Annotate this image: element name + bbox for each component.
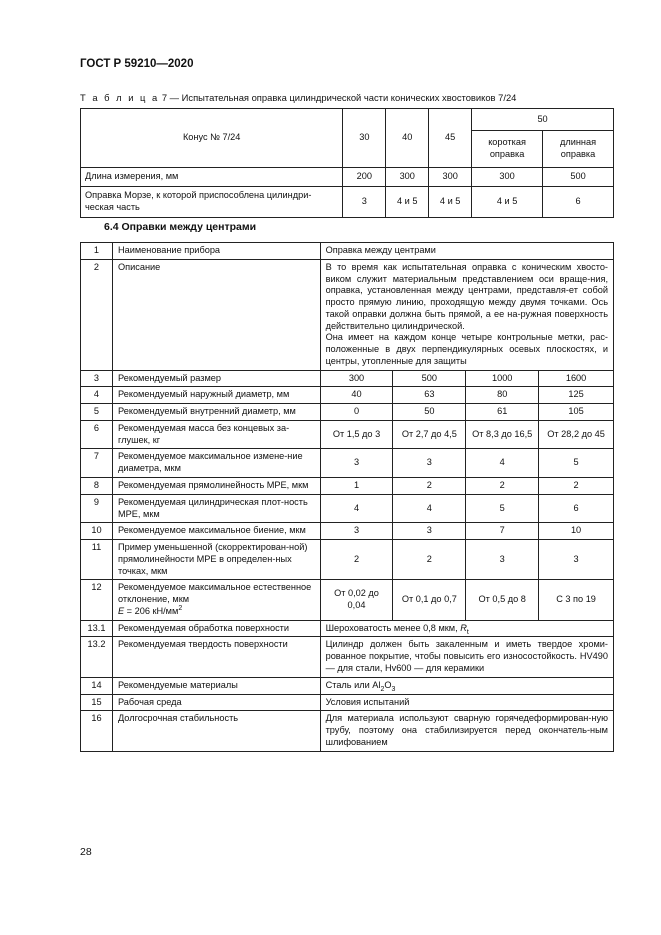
- subscript: 3: [391, 685, 396, 693]
- cell: 63: [393, 387, 466, 404]
- cell: 1600: [539, 370, 614, 387]
- cell: 4: [466, 449, 539, 478]
- row-number: 4: [81, 387, 113, 404]
- row-label: Длина измерения, мм: [81, 168, 343, 187]
- row-label: Рекомендуемая обработка поверхности: [112, 620, 320, 637]
- cell: 80: [466, 387, 539, 404]
- table-row: [81, 370, 614, 387]
- table-row: [81, 243, 614, 260]
- table-caption-label: Т а б л и ц а: [80, 92, 160, 103]
- row-number: 13.2: [81, 637, 113, 677]
- roughness-subscript: t: [466, 628, 469, 636]
- cell: 2: [466, 478, 539, 495]
- value-text: Шероховатость менее 0,8 мкм,: [325, 622, 461, 633]
- row-value: [320, 677, 613, 694]
- table-row: [81, 259, 614, 370]
- cell: 3: [466, 540, 539, 580]
- cell: 5: [466, 494, 539, 523]
- table-row: [81, 420, 614, 449]
- table-row: [81, 449, 614, 478]
- table-row: [81, 711, 614, 751]
- row-label: Пример уменьшенной (скорректирован-ной) прямолинейности MPE в определен-ных точках, мкм: [112, 540, 320, 580]
- table-row: [81, 523, 614, 540]
- row-number: 7: [81, 449, 113, 478]
- row-label: Долгосрочная стабильность: [112, 711, 320, 751]
- row-number: 16: [81, 711, 113, 751]
- cell: 6: [539, 494, 614, 523]
- row-number: 11: [81, 540, 113, 580]
- cell: 300: [472, 168, 543, 187]
- header-short-mandrel: короткая оправка: [472, 131, 543, 168]
- table-row: [81, 478, 614, 495]
- cell: 2: [393, 540, 466, 580]
- header-size: 45: [429, 109, 472, 168]
- cell: 2: [539, 478, 614, 495]
- cell: 3: [393, 523, 466, 540]
- cell: 200: [343, 168, 386, 187]
- row-label: Рекомендуемый наружный диаметр, мм: [112, 387, 320, 404]
- row-number: 5: [81, 404, 113, 421]
- row-label-text: Рекомендуемое максимальное естественное отклонение, мкм: [117, 582, 312, 605]
- cell: 4: [320, 494, 393, 523]
- row-label: Рекомендуемая твердость поверхности: [112, 637, 320, 677]
- cell: От 28,2 до 45: [539, 420, 614, 449]
- cell: От 8,3 до 16,5: [466, 420, 539, 449]
- table-row: [81, 387, 614, 404]
- table-caption-text: 7 — Испытательная оправка цилиндрической части конических хвостовиков 7/24: [161, 92, 517, 103]
- row-number: 3: [81, 370, 113, 387]
- row-label: Наименование прибора: [112, 243, 320, 260]
- formula-exponent: 2: [178, 604, 183, 612]
- cell: 40: [320, 387, 393, 404]
- cell: 2: [393, 478, 466, 495]
- row-number: 2: [81, 259, 113, 370]
- table-row: [81, 637, 614, 677]
- roughness-symbol: R: [460, 622, 467, 633]
- formula-variable: E: [117, 605, 125, 616]
- cell: 105: [539, 404, 614, 421]
- cell: 300: [320, 370, 393, 387]
- row-number: 15: [81, 694, 113, 711]
- row-value: [320, 620, 613, 637]
- cell: 125: [539, 387, 614, 404]
- header-size: 40: [386, 109, 429, 168]
- document-header: ГОСТ Р 59210—2020: [80, 58, 194, 70]
- cell: От 0,02 до 0,04: [320, 580, 393, 620]
- table-row: [81, 168, 614, 187]
- cell: 5: [539, 449, 614, 478]
- formula-text: = 206 кН/мм: [124, 605, 179, 616]
- cell: 3: [320, 449, 393, 478]
- row-label: Рекомендуемый размер: [112, 370, 320, 387]
- table-row: [81, 404, 614, 421]
- row-label: Рекомендуемая цилиндрическая плот-ность MPE, мкм: [112, 494, 320, 523]
- cell: 4 и 5: [429, 187, 472, 218]
- row-number: 1: [81, 243, 113, 260]
- cell: 500: [393, 370, 466, 387]
- cell: С 3 по 19: [539, 580, 614, 620]
- row-value: Оправка между центрами: [320, 243, 613, 260]
- cell: 4 и 5: [386, 187, 429, 218]
- row-label: Описание: [112, 259, 320, 370]
- row-label: Рабочая среда: [112, 694, 320, 711]
- row-number: 6: [81, 420, 113, 449]
- cell: 300: [386, 168, 429, 187]
- row-value: Цилиндр должен быть закаленным и иметь твердое хроми-рованное покрытие, чтобы повысить его износостойкость. HV490 — для стали, Hv600 — для керамики: [320, 637, 613, 677]
- description-paragraph: Она имеет на каждом конце четыре контрольные метки, рас-положенные в двух перпендикулярных осевых плоскостях, и центры, утопленные для защиты: [325, 332, 608, 366]
- row-label: Рекомендуемое максимальное измене-ние диаметра, мкм: [112, 449, 320, 478]
- cell: 300: [429, 168, 472, 187]
- row-label: Рекомендуемый внутренний диаметр, мм: [112, 404, 320, 421]
- header-size: 30: [343, 109, 386, 168]
- table-row: [81, 187, 614, 218]
- cell: 6: [543, 187, 614, 218]
- header-size-50: 50: [472, 109, 614, 131]
- cell: От 0,1 до 0,7: [393, 580, 466, 620]
- subscript: 2: [380, 685, 385, 693]
- cell: 2: [320, 540, 393, 580]
- cell: 7: [466, 523, 539, 540]
- description-paragraph: В то время как испытательная оправка с коническим хвосто-виком служит материальным представлением оси враще-ния, оправка, установленная между центрами, представля-ет собой просто прямую линию, проходящую между двумя точками. Ось такой оправки должна быть прямой, а ее на-ружная поверхность действительно цилиндрической.: [325, 261, 608, 331]
- table-row: [81, 580, 614, 620]
- cell: 10: [539, 523, 614, 540]
- row-label: Рекомендуемая масса без концевых за-глушек, кг: [112, 420, 320, 449]
- cell: 4 и 5: [472, 187, 543, 218]
- row-number: 10: [81, 523, 113, 540]
- cell: 0: [320, 404, 393, 421]
- table-row: [81, 620, 614, 637]
- row-number: 14: [81, 677, 113, 694]
- row-label: [112, 580, 320, 620]
- table-row: [81, 694, 614, 711]
- cell: 4: [393, 494, 466, 523]
- mandrel-spec-table: [80, 242, 614, 752]
- row-value: Для материала используют сварную горячедеформирован-ную трубу, поэтому она стабилизируется перед окончатель-ным шлифованием: [320, 711, 613, 751]
- cell: 3: [320, 523, 393, 540]
- row-label: Рекомендуемая прямолинейность MPE, мкм: [112, 478, 320, 495]
- row-number: 8: [81, 478, 113, 495]
- value-text: O: [384, 679, 392, 690]
- row-label: Рекомендуемое максимальное биение, мкм: [112, 523, 320, 540]
- cell: 3: [539, 540, 614, 580]
- header-cone: Конус № 7/24: [81, 109, 343, 168]
- table-row: [81, 677, 614, 694]
- cell: 1000: [466, 370, 539, 387]
- cell: 50: [393, 404, 466, 421]
- row-number: 9: [81, 494, 113, 523]
- cell: 61: [466, 404, 539, 421]
- row-label: Оправка Морзе, к которой приспособлена цилиндри-ческая часть: [81, 187, 343, 218]
- page-number: 28: [80, 846, 92, 858]
- row-number: 12: [81, 580, 113, 620]
- cell: От 2,7 до 4,5: [393, 420, 466, 449]
- value-text: Сталь или Al: [325, 679, 381, 690]
- cell: 3: [343, 187, 386, 218]
- cell: 500: [543, 168, 614, 187]
- cell: От 0,5 до 8: [466, 580, 539, 620]
- cell: От 1,5 до 3: [320, 420, 393, 449]
- cell: 1: [320, 478, 393, 495]
- description-cell: [320, 259, 613, 370]
- row-number: 13.1: [81, 620, 113, 637]
- table-row: [81, 540, 614, 580]
- table-caption: [80, 92, 516, 103]
- header-long-mandrel: длинная оправка: [543, 131, 614, 168]
- table-row: [81, 494, 614, 523]
- table-7: [80, 108, 614, 218]
- row-label: Рекомендуемые материалы: [112, 677, 320, 694]
- cell: 3: [393, 449, 466, 478]
- section-title: 6.4 Оправки между центрами: [104, 221, 257, 233]
- row-value: Условия испытаний: [320, 694, 613, 711]
